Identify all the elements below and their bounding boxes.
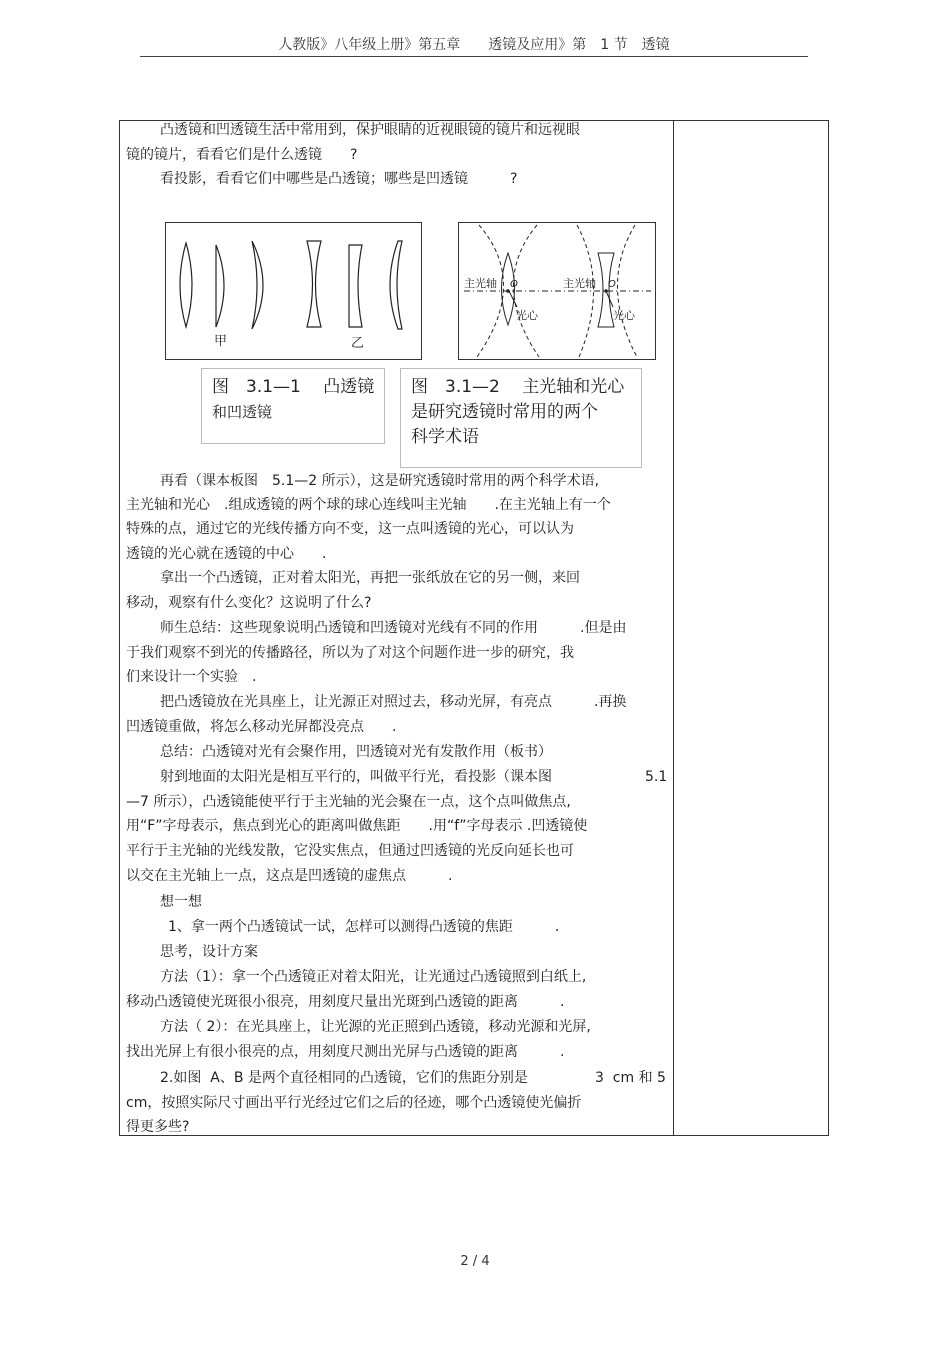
text-line: 移动，观察有什么变化？这说明了什么? [126,595,372,611]
text-line: 方法（ 2）：在光具座上，让光源的光正照到凸透镜，移动光源和光屏, [160,1019,591,1035]
o-label-right: O [608,279,616,290]
page-number: 2 / 4 [460,1254,490,1269]
text-line: 把凸透镜放在光具座上，让光源正对照过去，移动光屏，有亮点 .再换 [160,694,627,710]
text-line: 1、拿一两个凸透镜试一试，怎样可以测得凸透镜的焦距 . [168,919,560,935]
text-line: 用“F”字母表示，焦点到光心的距离叫做焦距 .用“f”字母表示 .凹透镜使 [126,818,588,834]
text-line: 凹透镜重做，将怎么移动光屏都没亮点 . [126,719,397,735]
text-line: 平行于主光轴的光线发散，它没实焦点，但通过凹透镜的光反向延长也可 [126,843,574,859]
text-line: 透镜的光心就在透镜的中心 . [126,546,327,562]
lens-types-drawing [166,223,421,359]
text-line: 特殊的点，通过它的光线传播方向不变，这一点叫透镜的光心，可以认为 [126,521,574,537]
text-line: cm，按照实际尺寸画出平行光经过它们之后的径迹，哪个凸透镜使光偏折 [126,1095,582,1111]
figure2-caption: 图 3.1—2 主光轴和光心 [411,377,625,397]
plano-concave-lens-icon [349,245,362,327]
figure1-caption: 和凹透镜 [212,403,273,421]
biconvex-lens-icon [180,243,192,327]
text-line: 看投影，看看它们中哪些是凸透镜；哪些是凹透镜 ? [160,171,518,187]
plano-convex-lens-icon [216,245,224,327]
text-line: 2.如图 A、B 是两个直径相同的凸透镜，它们的焦距分别是 [160,1070,528,1086]
text-line: 5.1 [645,769,668,785]
text-line: 想一想 [160,894,202,910]
text-line: 主光轴和光心 .组成透镜的两个球的球心连线叫主光轴 .在主光轴上有一个 [126,497,611,513]
table-column-divider [673,120,674,1136]
axis-label-right: 主光轴 [563,277,596,290]
text-line: 找出光屏上有很小很亮的点，用刻度尺测出光屏与凸透镜的距离 . [126,1044,565,1060]
text-line: 得更多些? [126,1119,190,1135]
text-line: 3 cm 和 5 [595,1070,666,1086]
text-line: —7 所示），凸透镜能使平行于主光轴的光会聚在一点，这个点叫做焦点, [126,794,571,810]
text-line: 总结：凸透镜对光有会聚作用，凹透镜对光有发散作用（板书） [160,744,552,760]
text-line: 们来设计一个实验 . [126,669,257,685]
convex-meniscus-lens-icon [252,241,263,329]
center-label-left: 光心 [516,309,538,322]
o-label-left: O [510,279,518,290]
center-label-right: 光心 [613,309,635,322]
header-rule [140,56,808,57]
text-line: 凸透镜和凹透镜生活中常用到，保护眼睛的近视眼镜的镜片和远视眼 [160,122,580,138]
figure-lens-types [165,222,422,360]
figure2-caption: 科学术语 [411,427,479,447]
axis-label-left: 主光轴 [464,277,497,290]
label-yi: 乙 [351,336,365,351]
text-line: 再看（课本板图 5.1—2 所示），这是研究透镜时常用的两个科学术语, [160,473,600,489]
text-line: 镜的镜片，看看它们是什么透镜 ? [126,147,358,163]
page-header: 人教版》八年级上册》第五章 透镜及应用》第 1 节 透镜 [278,37,670,53]
text-line: 射到地面的太阳光是相互平行的，叫做平行光，看投影（课本图 [160,769,552,785]
label-jia: 甲 [214,334,228,349]
biconcave-lens-icon [307,241,321,327]
figure2-caption: 是研究透镜时常用的两个 [411,402,598,422]
text-line: 方法（1）：拿一个凸透镜正对着太阳光，让光通过凸透镜照到白纸上, [160,969,587,985]
principal-axis-drawing [459,223,655,359]
figure-principal-axis [458,222,656,360]
text-line: 拿出一个凸透镜，正对着太阳光，再把一张纸放在它的另一侧，来回 [160,570,580,586]
text-line: 于我们观察不到光的传播路径，所以为了对这个问题作进一步的研究，我 [126,645,574,661]
text-line: 以交在主光轴上一点，这点是凹透镜的虚焦点 . [126,868,453,884]
figure1-caption: 图 3.1—1 凸透镜 [212,377,375,397]
text-line: 移动凸透镜使光斑很小很亮，用刻度尺量出光斑到凸透镜的距离 . [126,994,565,1010]
text-line: 思考，设计方案 [160,944,258,960]
text-line: 师生总结：这些现象说明凸透镜和凹透镜对光线有不同的作用 .但是由 [160,620,627,636]
concave-meniscus-lens-icon [390,241,402,329]
